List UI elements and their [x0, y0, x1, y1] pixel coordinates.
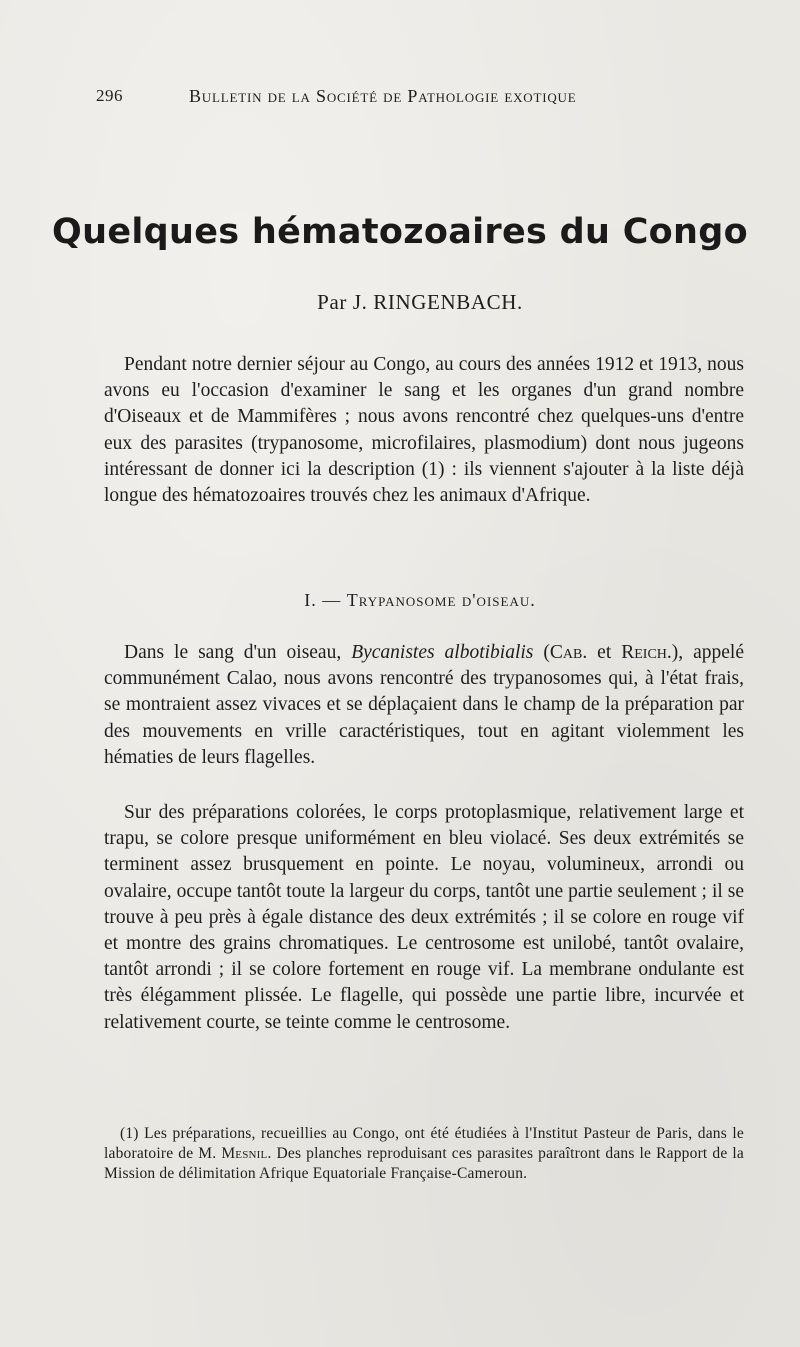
- journal-title: Bulletin de la Société de Pathologie exotique: [189, 86, 577, 106]
- section-heading: [0, 590, 800, 611]
- species-name: Bycanistes albotibialis: [351, 642, 534, 663]
- authority-cab: Cab.: [549, 642, 588, 663]
- paragraph-2-text-c: et: [587, 642, 622, 663]
- paragraph-2: [104, 640, 744, 771]
- footnote-name: Mesnil: [221, 1145, 268, 1162]
- paragraph-3-block: [104, 800, 744, 1036]
- footnote-text: [104, 1124, 744, 1184]
- article-title: Quelques hématozoaires du Congo: [52, 212, 748, 252]
- paragraph-2-text-a: Dans le sang d'un oiseau,: [124, 642, 352, 663]
- footnote-text-b: . Des planches reproduisant ces parasites paraîtront dans le Rapport de la Mission de délimitation Afrique Equatoriale Française-Cameroun.: [104, 1145, 744, 1182]
- paragraph-2-block: [104, 640, 744, 771]
- article-author: Par J. RINGENBACH.: [317, 290, 523, 314]
- running-header: [96, 86, 696, 110]
- section-title: Trypanosome d'oiseau.: [346, 590, 536, 610]
- authority-reich: Reich.: [621, 642, 672, 663]
- footnote: [104, 1124, 744, 1184]
- paragraph-2-text-b: (: [533, 642, 550, 663]
- page-number: 296: [96, 86, 123, 105]
- paragraph-3: Sur des préparations colorées, le corps protoplasmique, relativement large et trapu, se colore presque uniformément en bleu violacé. Ses deux extrémités se terminent assez brusquement en pointe. Le noyau, volumineux, arrondi ou ovalaire, occupe tantôt toute la largeur du corps, tantôt une partie seulement ; il se trouve à peu près à égale distance des deux extrémités ; il se colore en rouge vif et montre des grains chromatiques. Le centrosome est unilobé, tantôt ovalaire, tantôt arrondi ; il se colore fortement en rouge vif. La membrane ondulante est très élégamment plissée. Le flagelle, qui possède une partie libre, incurvée et relativement courte, se teinte comme le centrosome.: [104, 802, 744, 1033]
- footnote-text-a: (1) Les préparations, recueillies au Congo, ont été étudiées à l'Institut Pasteur de Paris, dans le laboratoire de M.: [104, 1125, 744, 1162]
- intro-paragraph: Pendant notre dernier séjour au Congo, au cours des années 1912 et 1913, nous avons eu l'occasion d'examiner le sang et les organes d'un grand nombre d'Oiseaux et de Mammifères ; nous avons rencontré chez quelques-uns d'entre eux des parasites (trypanosome, microfilaires, plasmodium) dont nous jugeons intéressant de donner ici la description (1) : ils viennent s'ajouter à la liste déjà longue des hématozoaires trouvés chez les animaux d'Afrique.: [104, 354, 744, 507]
- intro-paragraph-block: [104, 352, 744, 509]
- section-number: I. —: [304, 590, 342, 610]
- paragraph-2-text-d: ), appelé communément Calao, nous avons rencontré des trypanosomes qui, à l'état frais, se montraient assez vivaces et se déplaçaient dans le champ de la préparation par des mouvements en vrille caractéristiques, tout en agitant violemment les hématies de leurs flagelles.: [104, 642, 744, 768]
